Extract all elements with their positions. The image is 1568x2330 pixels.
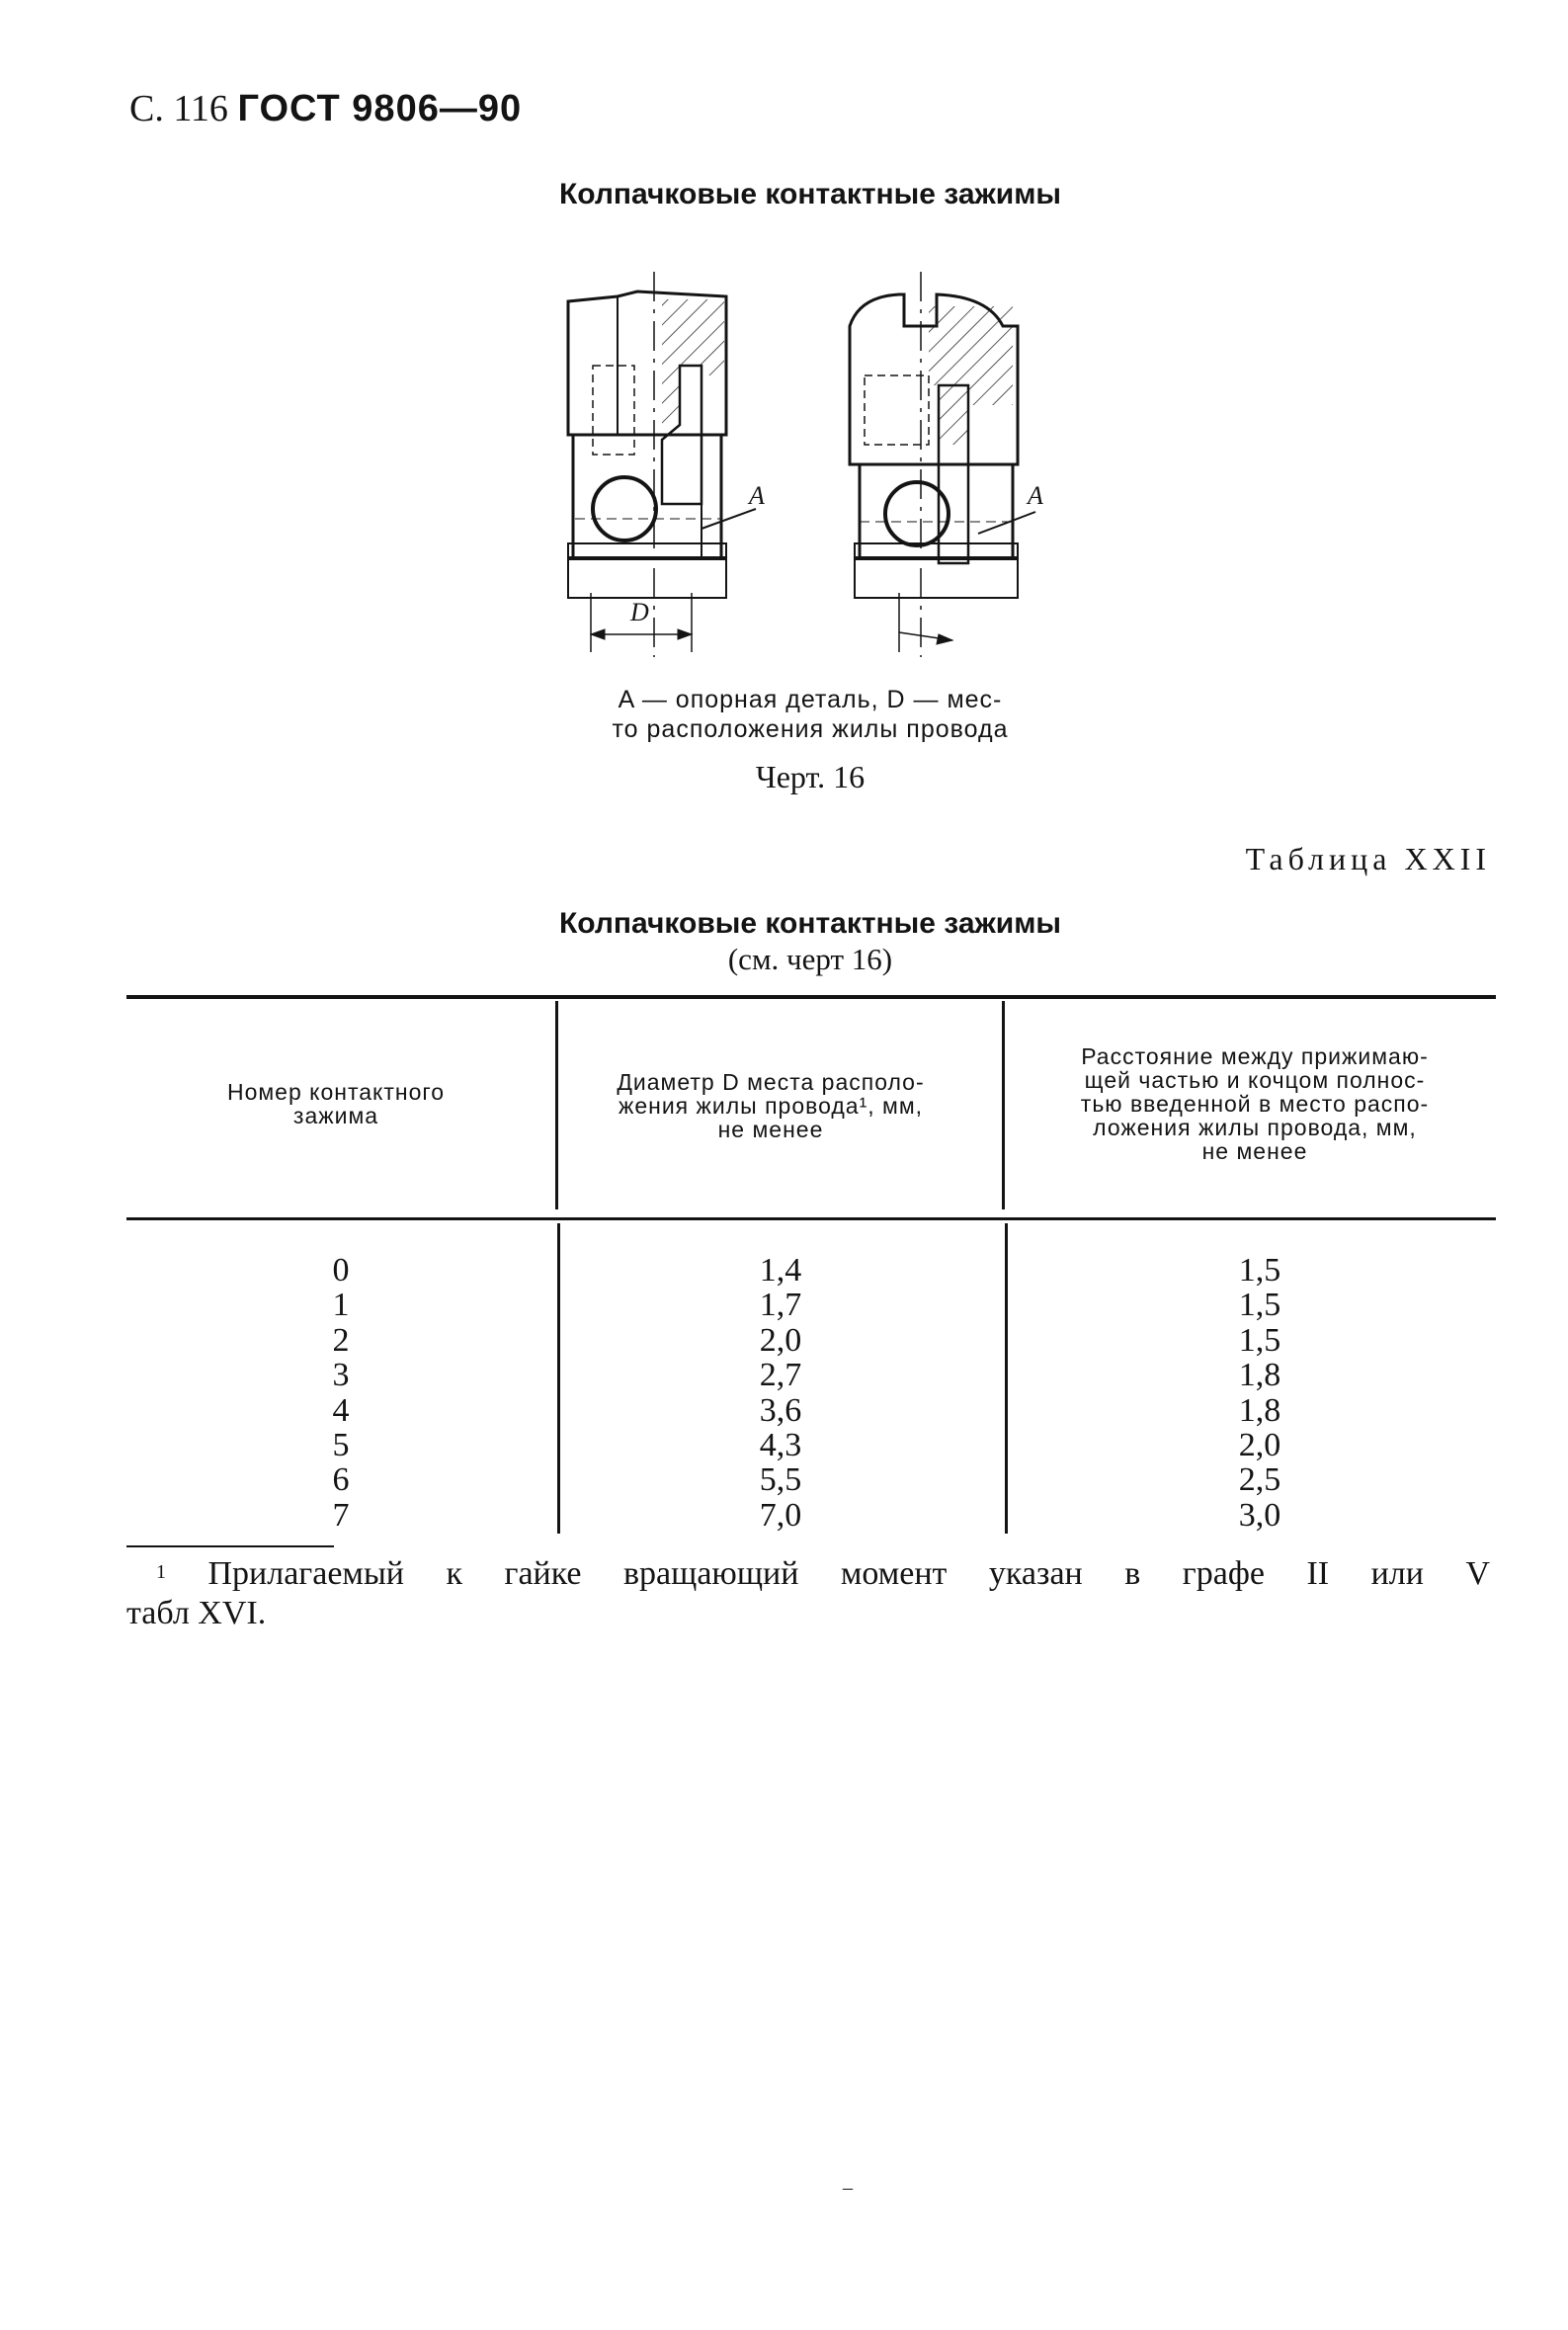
column-diameter-values xyxy=(682,1253,879,1533)
table-cell: 6 xyxy=(332,1461,350,1499)
footnote-rule xyxy=(126,1545,334,1547)
technical-drawing xyxy=(563,267,1077,667)
figure-legend xyxy=(0,685,1568,744)
column-number-values xyxy=(242,1253,440,1533)
cap-clamp-drawing xyxy=(563,267,1077,662)
table-top-rule xyxy=(126,995,1496,999)
table-cell: 1,8 xyxy=(1238,1357,1281,1394)
label-a-right: A xyxy=(1028,481,1043,510)
header-line: Расстояние между прижимаю- xyxy=(1081,1043,1429,1069)
legend-line: то расположения жилы провода xyxy=(612,715,1009,743)
page-header xyxy=(129,87,522,130)
table-cell: 7,0 xyxy=(759,1496,802,1534)
table-cell: 1,7 xyxy=(759,1287,802,1324)
table-header-rule xyxy=(126,1217,1496,1220)
table-cell: 1 xyxy=(332,1287,350,1324)
table-cell: 4 xyxy=(332,1391,350,1429)
table-cell: 3,0 xyxy=(1238,1496,1281,1534)
drawing-right-view xyxy=(850,272,1035,657)
table-cell: 5,5 xyxy=(759,1461,802,1499)
table-number: Таблица XXII xyxy=(1245,841,1491,876)
column-header-diameter xyxy=(563,1070,978,1141)
page-number: С. 116 xyxy=(129,88,228,129)
header-line: зажима xyxy=(292,1103,379,1128)
table-title: Колпачковые контактные зажимы xyxy=(558,907,1062,940)
column-divider xyxy=(1005,1223,1008,1534)
table-cell: 2,7 xyxy=(759,1357,802,1394)
label-d: D xyxy=(630,598,649,626)
table-cell: 2 xyxy=(332,1321,350,1359)
header-line: ложения жилы провода, мм, xyxy=(1093,1115,1417,1140)
table-cell: 3,6 xyxy=(759,1391,802,1429)
column-divider xyxy=(555,1001,558,1209)
header-line: тью введенной в место распо- xyxy=(1080,1091,1430,1117)
footnote xyxy=(126,1554,1490,1633)
header-line: щей частью и кочцом полнос- xyxy=(1084,1067,1426,1093)
table-cell: 5 xyxy=(332,1427,350,1464)
footnote-marker: 1 xyxy=(156,1561,166,1583)
header-line: Диаметр D места располо- xyxy=(617,1069,925,1095)
table-cell: 1,5 xyxy=(1238,1321,1281,1359)
column-distance-values xyxy=(1161,1253,1359,1533)
table-cell: 2,5 xyxy=(1238,1461,1281,1499)
page-mark: – xyxy=(843,2177,853,2199)
footnote-line: табл XVI. xyxy=(126,1595,267,1631)
footnote-text: Прилагаемый к гайке вращающий момент указан в графе II или V xyxy=(207,1555,1490,1592)
footnote-line xyxy=(126,1554,1490,1594)
standard-code: ГОСТ 9806—90 xyxy=(237,88,523,129)
header-line: жения жилы провода¹, мм, xyxy=(618,1093,924,1119)
table-cell: 0 xyxy=(332,1252,350,1289)
table-cell: 2,0 xyxy=(1238,1427,1281,1464)
table-subtitle: (см. черт 16) xyxy=(727,942,893,976)
header-line: не менее xyxy=(1201,1138,1308,1164)
table-cell: 4,3 xyxy=(759,1427,802,1464)
table-cell: 1,5 xyxy=(1238,1287,1281,1324)
column-header-number xyxy=(138,1080,534,1127)
legend-line: A — опорная деталь, D — мес- xyxy=(618,686,1003,713)
table-cell: 2,0 xyxy=(759,1321,802,1359)
table-cell: 7 xyxy=(332,1496,350,1534)
figure-caption: Черт. 16 xyxy=(755,759,866,794)
figure-title: Колпачковые контактные зажимы xyxy=(558,178,1062,210)
column-divider xyxy=(557,1223,560,1534)
label-a-left: A xyxy=(749,481,765,510)
table-cell: 1,8 xyxy=(1238,1391,1281,1429)
column-header-distance xyxy=(1018,1044,1492,1163)
header-line: не менее xyxy=(717,1117,824,1142)
table-cell: 1,5 xyxy=(1238,1252,1281,1289)
header-line: Номер контактного xyxy=(226,1079,446,1105)
table-cell: 1,4 xyxy=(759,1252,802,1289)
drawing-left-view xyxy=(568,272,756,657)
column-divider xyxy=(1002,1001,1005,1209)
table-cell: 3 xyxy=(332,1357,350,1394)
